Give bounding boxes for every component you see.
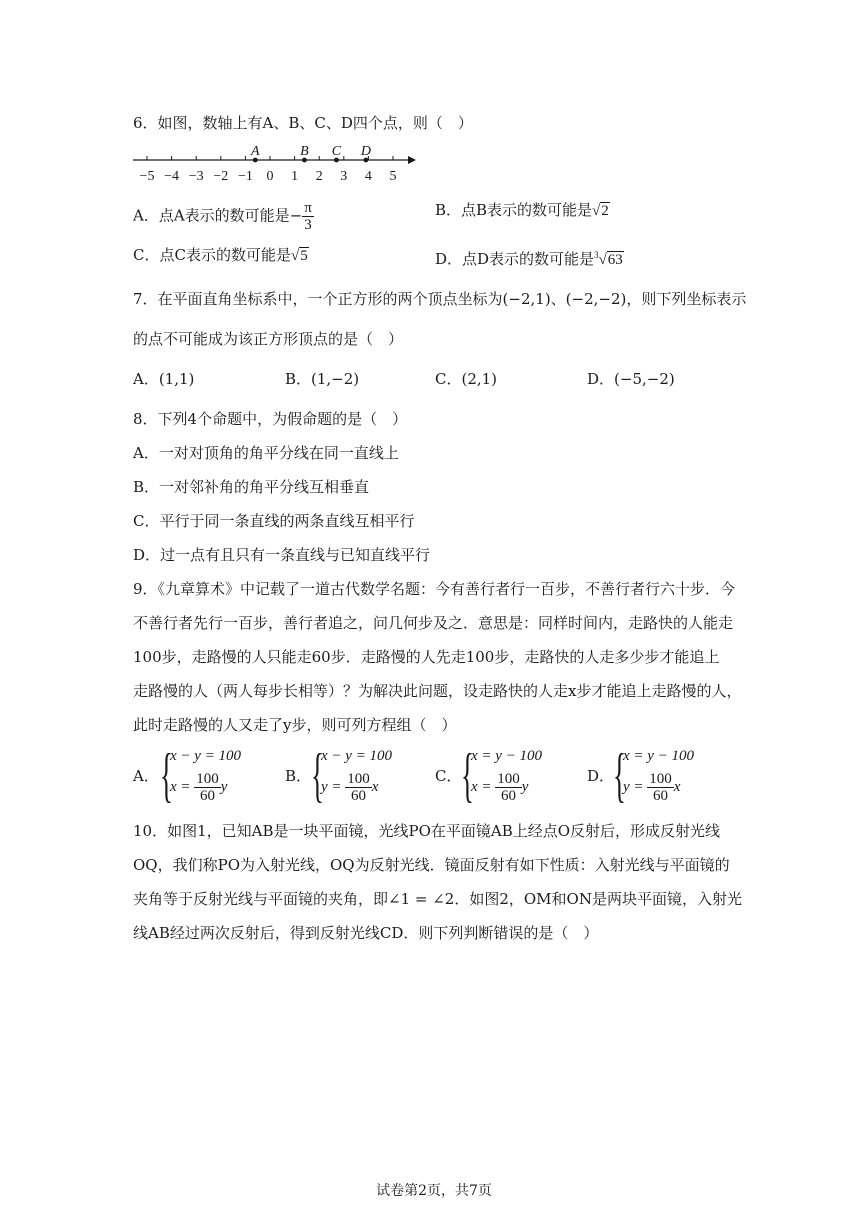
q8-option-a: A．一对对顶角的角平分线在同一直线上 bbox=[133, 444, 399, 462]
axis-tick-label: −4 bbox=[164, 169, 180, 184]
q9-option-c-system: { x = y − 100 x = $\frac{100}{60}$ y bbox=[461, 742, 543, 808]
q10-line-3: 夹角等于反射光线与平面镜的夹角，即∠1 = ∠2．如图2，OM和ON是两块平面镜，入射光 bbox=[133, 890, 742, 908]
axis-point-label: A bbox=[250, 144, 260, 159]
q10-line-4: 线AB经过两次反射后，得到反射光线CD．则下列判断错误的是（ ） bbox=[133, 924, 599, 942]
q7-option-d: D．(−5,−2) bbox=[587, 370, 675, 388]
q6-stem: 6．如图，数轴上有A、B、C、D四个点，则（ ） bbox=[133, 114, 473, 132]
q9-option-a-system: { x − y = 100 x = $\frac{100}{60}$ y bbox=[160, 742, 242, 808]
q7-line-2: 的点不可能成为该正方形顶点的是（ ） bbox=[133, 330, 404, 348]
q9-option-b-label: B． bbox=[285, 767, 312, 785]
axis-point-label: B bbox=[300, 144, 309, 159]
axis-tick-label: −5 bbox=[139, 169, 155, 184]
q7-option-b: B．(1,−2) bbox=[285, 370, 360, 388]
q9-option-b-system: { x − y = 100 y = $\frac{100}{60}$ x bbox=[311, 742, 393, 808]
q9-line-3: 100步，走路慢的人只能走60步．走路慢的人先走100步，走路快的人走多少步才能追上 bbox=[133, 648, 720, 666]
q9-line-2: 不善行者先行一百步，善行者追之，问几何步及之．意思是：同样时间内，走路快的人能走 bbox=[133, 614, 734, 632]
q9-line-1: 9．《九章算术》中记载了一道古代数学名题：今有善行者行一百步，不善行者行六十步．今 bbox=[133, 580, 736, 598]
axis-tick-label: 3 bbox=[340, 169, 348, 184]
q8-option-c: C．平行于同一条直线的两条直线互相平行 bbox=[133, 512, 415, 530]
q9-line-4: 走路慢的人（两人每步长相等）？为解决此问题，设走路快的人走x步才能追上走路慢的人， bbox=[133, 682, 742, 700]
page-footer: 试卷第2页，共7页 bbox=[376, 1183, 492, 1199]
axis-point-label: D bbox=[360, 144, 372, 159]
axis-tick-label: 1 bbox=[291, 169, 299, 184]
number-line bbox=[128, 142, 428, 188]
q7-line-1: 7．在平面直角坐标系中，一个正方形的两个顶点坐标为(−2,1)、(−2,−2)，则下列坐标表示 bbox=[133, 290, 747, 308]
q9-option-d-label: D． bbox=[587, 767, 615, 785]
q8-stem: 8．下列4个命题中，为假命题的是（ ） bbox=[133, 410, 408, 428]
q9-option-a-label: A． bbox=[133, 767, 159, 785]
axis-tick-label: 0 bbox=[266, 169, 274, 184]
q6-option-a: A．点A表示的数可能是− $\frac{\pi}{3}$ bbox=[133, 200, 312, 233]
q7-option-c: C．(2,1) bbox=[435, 370, 498, 388]
q10-line-2: OQ，我们称PO为入射光线，OQ为反射光线．镜面反射有如下性质：入射光线与平面镜的 bbox=[133, 856, 730, 874]
q6-option-b: B．点B表示的数可能是√2 bbox=[435, 201, 609, 219]
q8-option-b: B．一对邻补角的角平分线互相垂直 bbox=[133, 478, 370, 496]
axis-tick-label: −1 bbox=[237, 169, 253, 184]
q9-option-d-system: { x = y − 100 y = $\frac{100}{60}$ x bbox=[613, 742, 695, 808]
axis-tick-label: 4 bbox=[364, 169, 372, 184]
q8-option-d: D．过一点有且只有一条直线与已知直线平行 bbox=[133, 546, 431, 564]
q9-line-5: 此时走路慢的人又走了y步，则可列方程组（ ） bbox=[133, 716, 457, 734]
axis-tick-label: 2 bbox=[315, 169, 323, 184]
axis-tick-label: −2 bbox=[213, 169, 229, 184]
q9-option-c-label: C． bbox=[435, 767, 462, 785]
q6-option-c: C．点C表示的数可能是√5 bbox=[133, 246, 308, 264]
q10-line-1: 10．如图1，已知AB是一块平面镜，光线PO在平面镜AB上经点O反射后，形成反射光线 bbox=[133, 822, 721, 840]
axis-tick-label: −3 bbox=[188, 169, 204, 184]
axis-tick-label: 5 bbox=[389, 169, 397, 184]
q6-option-d: D．点D表示的数可能是$^3$√63 bbox=[435, 250, 623, 268]
axis-point-label: C bbox=[331, 144, 342, 159]
q7-option-a: A．(1,1) bbox=[133, 370, 195, 388]
